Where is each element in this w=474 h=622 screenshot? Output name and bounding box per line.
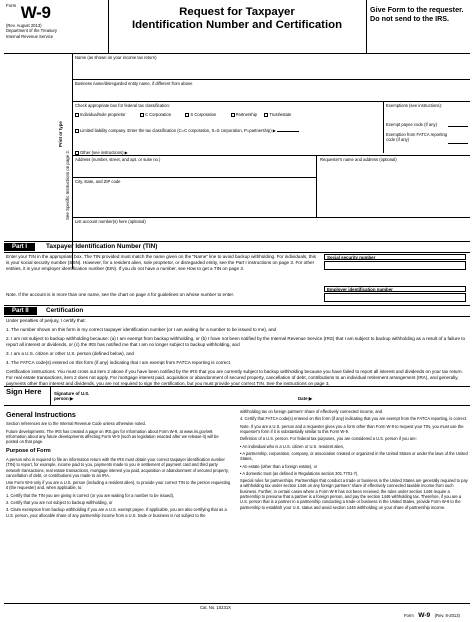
footer-form-prefix: Form xyxy=(404,613,414,618)
exempt-payee-label: Exempt payee code (if any) xyxy=(386,122,437,127)
ein-label: Employer identification number xyxy=(324,286,466,292)
ssn-input[interactable] xyxy=(324,261,466,270)
other-label: Other (see instructions) ▶ xyxy=(80,150,128,155)
title-line-2: Identification Number and Certification xyxy=(131,19,343,32)
form-id-block xyxy=(6,3,51,23)
us-person-bullet-1: • An individual who is a U.S. citizen or U.S. resident alien, xyxy=(240,443,345,449)
us-person-bullet-3: • An estate (other than a foreign estate), or xyxy=(240,463,318,469)
individual-checkbox[interactable] xyxy=(75,113,79,117)
us-person-definition: Definition of a U.S. person. For federal tax purposes, you are considered a U.S. person if you are: xyxy=(240,436,417,442)
c-corp-label: C Corporation xyxy=(144,112,172,117)
certification-item-1: 1. The number shown on this form is my correct taxpayer identification number (or I am waiting for a number to be issued to me), and xyxy=(6,326,277,332)
certification-block xyxy=(6,318,468,387)
signature-label: Signature of U.S. person ▶ xyxy=(54,391,90,402)
certification-instructions: Certification instructions. You must cross out item 2 above if you have been notified by the IRS that you are currently subject to backup withholding because you have failed to report all interest and dividends on your tax return. For real estate transactions, item 2 does not apply. For mortgage interest paid, acquisition or abandonment of secured property, cancellation of debt, contributions to an individual retirement arrangement (IRA), and generally, payments other than interest and dividends, you are not required to sign the certification, but you must provide your correct TIN. See the instructions on page 3. xyxy=(6,368,463,386)
partnership-checkbox[interactable] xyxy=(231,113,235,117)
certify-item-1: 1. Certify that the TIN you are giving is correct (or you are waiting for a number to be issued), xyxy=(6,492,175,498)
requester-label: Requester's name and address (optional) xyxy=(320,157,397,162)
llc-label: Limited liability company. Enter the tax classification (C=C corporation, S=S corporation, P=partnership) ▶ xyxy=(80,128,276,133)
certify-item-3: 3. Claim exemption from backup withholding if you are a U.S. exempt payee. If applicable, you are also certifying that as a U.S. person, your allocable share of any partnership income from a U.S. trade or business is not subject to the xyxy=(6,507,227,518)
trust-label: Trust/estate xyxy=(269,112,292,117)
account-label: List account number(s) here (optional) xyxy=(75,219,146,224)
certification-item-2: 2. I am not subject to backup withholding because: (a) I am exempt from backup withholding, or (b) I have not been notified by the Internal Revenue Service (IRS) that I am subject to backup withholding as a result of a failure to report all interest or dividends, or (c) the IRS has notified me that I am no longer subject to backup withholding, and xyxy=(6,335,466,347)
general-intro: Section references are to the Internal Revenue Code unless otherwise noted. xyxy=(6,421,146,427)
llc-row xyxy=(75,128,299,133)
certification-item-3: 3. I am a U.S. citizen or other U.S. person (defined below), and xyxy=(6,350,134,356)
part2-title: Certification xyxy=(46,307,84,314)
purpose-text: A person who is required to file an information return with the IRS must obtain your correct taxpayer identification number (TIN) to report, for example, income paid to you, payments made to you in settlement of payment card and third party network transactions, real estate transactions, mortgage interest you paid, acquisition or abandonment of secured property, cancellation of debt, or contributions you made to an IRA. xyxy=(6,456,229,478)
part2-label: Part II xyxy=(4,307,37,315)
business-name-input[interactable] xyxy=(74,87,469,99)
classification-row xyxy=(75,112,291,117)
llc-classification-input[interactable] xyxy=(277,128,299,132)
llc-checkbox[interactable] xyxy=(75,129,79,133)
form-meta xyxy=(6,23,106,39)
part1-note: Note. If the account is in more than one name, see the chart on page 4 for guidelines on whose number to enter. xyxy=(6,292,235,297)
certification-item-4: 4. The FATCA code(s) entered on this form (if any) indicating that I am exempt from FATCA reporting is correct. xyxy=(6,359,232,365)
service-text: Internal Revenue Service xyxy=(6,33,54,39)
part1-title: Taxpayer Identification Number (TIN) xyxy=(46,243,158,250)
address-input[interactable] xyxy=(74,163,314,175)
sign-here-label: Sign Here xyxy=(6,387,42,396)
form-number: W-9 xyxy=(20,3,51,22)
us-person-bullet-4: • A domestic trust (as defined in Regulations section 301.7701-7). xyxy=(240,470,359,476)
cat-number: Cat. No. 10231X xyxy=(200,605,231,610)
send-notice: Give Form to the requester. Do not send to the IRS. xyxy=(370,5,464,24)
general-instructions-right xyxy=(240,409,468,601)
title-line-1: Request for Taxpayer xyxy=(179,6,295,18)
footer-form-ref xyxy=(404,604,460,622)
us-person-bullet-2: • A partnership, corporation, company, or association created or organized in the United States or under the laws of the United States, xyxy=(240,450,468,462)
form-title xyxy=(108,6,366,32)
name-input[interactable] xyxy=(74,61,469,78)
c-corp-checkbox[interactable] xyxy=(140,113,144,117)
trust-checkbox[interactable] xyxy=(264,113,268,117)
right-para-2: 4. Certify that FATCA code(s) entered on this form (if any) indicating that you are exempt from the FATCA reporting, is correct. xyxy=(240,416,468,422)
certify-item-2: 2. Certify that you are not subject to backup withholding, or xyxy=(6,500,113,506)
city-label: City, state, and ZIP code xyxy=(75,179,121,184)
print-type-label: Print or type xyxy=(58,121,63,147)
city-input[interactable] xyxy=(74,185,314,215)
name-label: Name (as shown on your income tax return) xyxy=(75,55,157,60)
revision-text: (Rev. August 2013) xyxy=(6,23,42,28)
purpose-title: Purpose of Form xyxy=(6,447,51,454)
date-input[interactable] xyxy=(320,390,468,402)
individual-label: Individual/sole proprietor xyxy=(80,112,126,117)
ein-input[interactable] xyxy=(324,293,466,302)
part1-text: Enter your TIN in the appropriate box. The TIN provided must match the name given on the "Name" line to avoid backup withholding. For individuals, this is your social security number (SSN). However, for a resident alien, sole proprietor, or disregarded entity, see the Part I instructions on page 3. For other entities, it is your employer identification number (EIN). If you do not have a number, see How to get a TIN on page 3. xyxy=(6,254,316,271)
general-instructions-left xyxy=(6,407,232,601)
signature-input[interactable] xyxy=(100,390,295,402)
s-corp-checkbox[interactable] xyxy=(185,113,189,117)
s-corp-label: S Corporation xyxy=(190,112,217,117)
footer-form-number: W-9 xyxy=(418,612,431,619)
right-para-1: withholding tax on foreign partners' share of effectively connected income, and xyxy=(240,409,383,414)
classification-label: Check appropriate box for federal tax classification: xyxy=(75,103,170,108)
general-instructions-title: General Instructions xyxy=(6,410,76,419)
fatca-exemption-label: Exemption from FATCA reporting code (if any) xyxy=(386,132,448,143)
exempt-payee-input[interactable] xyxy=(448,121,468,127)
w9-form-page xyxy=(4,0,470,619)
account-input[interactable] xyxy=(74,225,469,239)
fatca-exemption-input[interactable] xyxy=(448,138,468,144)
right-note: Note. If you are a U.S. person and a requester gives you a form other than Form W-9 to request your TIN, you must use the requester's form if it is substantially similar to this Form W-9. xyxy=(240,423,464,434)
future-developments: Future developments. The IRS has created a page on IRS.gov for information about Form W-9, at www.irs.gov/w9. Information about any future developments affecting Form W-9 (such as legislation enacted after we release it) will be posted on that page. xyxy=(6,428,219,445)
special-rules-partnerships: Special rules for partnerships. Partnerships that conduct a trade or business in the United States are generally required to pay a withholding tax under section 1446 on any foreign partners' share of effectively connected taxable income from such business. Further, in certain cases where a Form W-9 has not been received, the rules under section 1446 require a partnership to presume that a partner is a foreign person, and pay the section 1446 withholding tax. Therefore, if you are a U.S. person that is a partner in a partnership conducting a trade or business in the United States, provide Form W-9 to the partnership to establish your U.S. status and avoid section 1446 withholding on your share of partnership income. xyxy=(240,478,468,510)
footer-form-suffix: (Rev. 8-2013) xyxy=(434,613,460,618)
form-label: Form xyxy=(6,3,17,8)
use-form-text: Use Form W-9 only if you are a U.S. person (including a resident alien), to provide your correct TIN to the person requesting it (the requester) and, when applicable, to: xyxy=(6,480,231,491)
date-label: Date ▶ xyxy=(298,396,313,401)
part1-label: Part I xyxy=(4,243,35,251)
requester-input[interactable] xyxy=(318,163,468,215)
business-name-label: Business name/disregarded entity name, if different from above xyxy=(75,81,193,86)
certification-intro: Under penalties of perjury, I certify that: xyxy=(6,318,86,323)
address-label: Address (number, street, and apt. or suite no.) xyxy=(75,157,161,162)
department-text: Department of the Treasury xyxy=(6,28,57,34)
specific-instructions-label: See Specific Instructions on page 2. xyxy=(65,149,70,220)
exemptions-label: Exemptions (see instructions): xyxy=(386,103,443,108)
partnership-label: Partnership xyxy=(235,112,257,117)
ssn-label: Social security number xyxy=(324,254,466,260)
